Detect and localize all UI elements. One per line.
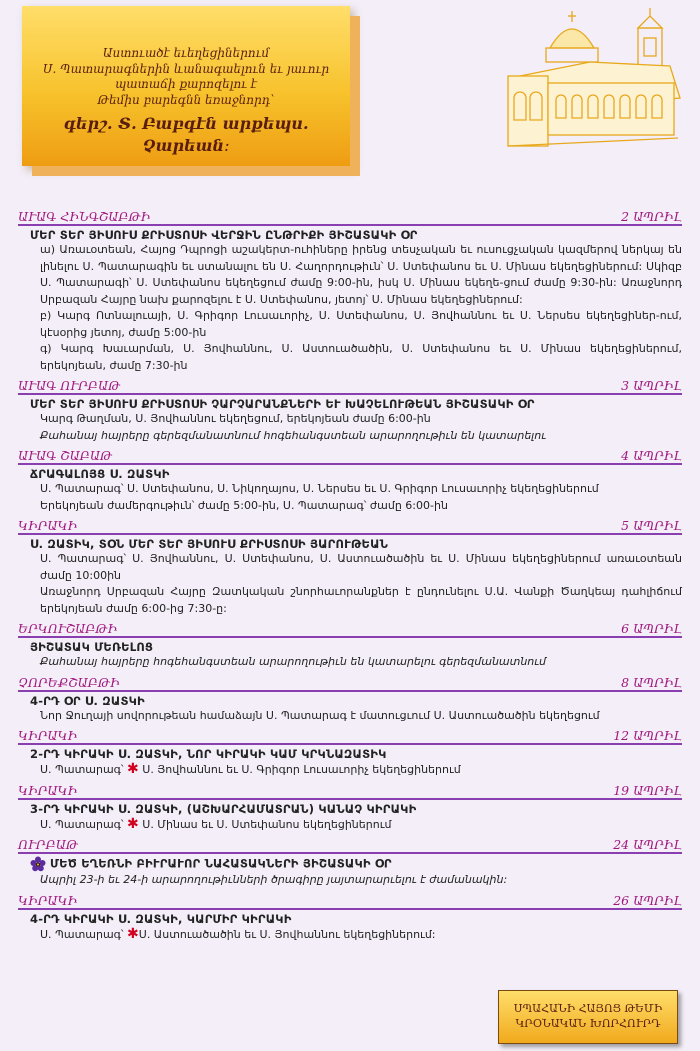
service-line: Ս. Պատարագ՝ Ս. Ստեփանոս, Ս. Նիկողայոս, Ս. Ներսես եւ Ս. Գրիգոր Լուսաւորիչ եկեղեցիներում	[40, 482, 599, 495]
feast-title: 3-ՐԴ ԿԻՐԱԿԻ Ս. ԶԱՏԿԻ, (ԱՇԽԱՐՀԱՄԱՏՐԱՆ) ԿԱՆԱՉ ԿԻՐԱԿԻ	[30, 801, 417, 816]
schedule-section	[18, 517, 682, 617]
section-header	[18, 377, 682, 395]
section-date: 26 ԱՊՐԻԼ	[613, 892, 682, 908]
section-header	[18, 674, 682, 692]
star-icon: ✱	[127, 761, 139, 777]
header-line: պատաճի քարոզելու է	[115, 77, 257, 91]
section-day: ԱՒԱԳ ՇԱԲԱԹ	[18, 448, 113, 463]
section-header	[18, 727, 682, 745]
section-day: ՉՈՐԵՔՇԱԲԹԻ	[18, 674, 120, 690]
feast-title: ՄԵՐ ՏԵՐ ՅԻՍՈՒՍ ՔՐԻՍՏՈՍԻ ՎԵՐՋԻՆ ԸՆԹՐԻՔԻ ՅԻՇԱՏԱԿԻ ՕՐ	[30, 228, 418, 242]
schedule-section	[18, 620, 682, 671]
service-line: Ս. Պատարագ՝ ✱Ս. Աստուածածին եւ Ս. Յովհաննու եկեղեցիներում:	[40, 925, 436, 942]
section-header	[18, 892, 682, 910]
forget-me-not-icon	[30, 856, 46, 872]
footer-signature-box	[498, 990, 678, 1044]
section-day: ԿԻՐԱԿԻ	[18, 892, 78, 908]
feast-title: ՃՐԱԳԱԼՈՅՑ Ս. ԶԱՏԿԻ	[30, 467, 170, 481]
section-day: ԵՐԿՈՒՇԱԲԹԻ	[18, 621, 118, 636]
section-header	[18, 620, 682, 638]
feast-title	[18, 856, 682, 872]
feast-title: 4-ՐԴ ԿԻՐԱԿԻ Ս. ԶԱՏԿԻ, ԿԱՐՄԻՐ ԿԻՐԱԿԻ	[30, 911, 292, 926]
church-illustration-icon	[490, 8, 690, 158]
service-line: բ) Կարգ Ոտնալուայի, Ս. Գրիգոր Լուսաւորիչ, Ս. Ստեփանոս, Ս. Յովհաննու եւ Ս. Ներսես եկեղեցիներ-ում, կէսօրից յետոյ, ժամը 5:00-ին	[40, 309, 682, 339]
section-header	[18, 208, 682, 226]
section-date: 19 ԱՊՐԻԼ	[613, 782, 682, 798]
service-line: Ս. Պատարագ՝ ✱ Ս. Մինաս եւ Ս. Ստեփանոս եկեղեցիներում	[40, 815, 392, 832]
feast-title-text: ՄԵԾ ԵՂԵՌՆԻ ԲԻՒՐԱՒՈՐ ՆԱՀԱՏԱԿՆԵՐԻ ՅԻՇԱՏԱԿԻ ՕՐ	[50, 856, 392, 871]
schedule-section	[18, 208, 682, 374]
section-day: ԿԻՐԱԿԻ	[18, 782, 78, 798]
header-line: Աստուածէ եւեղեցիներում	[102, 46, 270, 60]
header-city: Չարեան։	[142, 136, 230, 155]
section-header	[18, 517, 682, 535]
section-header	[18, 836, 682, 854]
section-header	[18, 782, 682, 800]
service-line: գ) Կարգ Խաւարման, Ս. Յովհաննու, Ս. Աստուածածին, Ս. Ստեփանոս եւ Ս. Մինաս եկեղեցիներում, երեկոյեան, ժամը 7:30-ին	[40, 342, 682, 372]
schedule-section	[18, 377, 682, 444]
service-line: Առաջնորդ Սրբազան Հայրը Զատկական շնորհաւորանքներ է ընդունելու Ս.Ա. Վանքի Ծաղկեայ դահլիճում երեկոյեան ժամը 6:00-ից 7:30-ը:	[40, 585, 682, 615]
service-line: Նոր Ջուղայի սովորութեան համաձայն Ս. Պատարագ է մատուցւում Ս. Աստուածածին եկեղեցում	[40, 708, 600, 722]
feast-title: ՄԵՐ ՏԵՐ ՅԻՍՈՒՍ ՔՐԻՍՏՈՍԻ ՉԱՐՉԱՐԱՆՔՆԵՐԻ ԵՒ ԽԱՉԵԼՈՒԹԵԱՆ ՅԻՇԱՏԱԿԻ ՕՐ	[30, 397, 535, 411]
section-day: ԱՒԱԳ ՈՒՐԲԱԹ	[18, 378, 121, 393]
section-day: ԱՒԱԳ ՀԻՆԳՇԱԲԹԻ	[18, 209, 151, 224]
service-line: Կարգ Թաղման, Ս. Յովհաննու եկեղեցում, երեկոյեան ժամը 6:00-ին	[40, 412, 431, 425]
schedule-section	[18, 674, 682, 725]
star-icon: ✱	[127, 925, 139, 942]
section-date: 24 ԱՊՐԻԼ	[613, 837, 682, 852]
header-box	[22, 6, 350, 166]
schedule-section	[18, 892, 682, 944]
header-author: գերշ. Տ. Բաբգէն արքեպս.	[63, 114, 309, 133]
section-date: 8 ԱՊՐԻԼ	[621, 674, 682, 690]
section-date: 6 ԱՊՐԻԼ	[621, 621, 682, 636]
header-line: Թեմիս բարեգնն եռաջնորդ՝	[97, 92, 275, 107]
footer-line: ԿՐՕՆԱԿԱՆ ԽՈՐՀՈՒՐԴ	[515, 1017, 661, 1030]
schedule-section	[18, 836, 682, 889]
section-date: 3 ԱՊՐԻԼ	[621, 378, 682, 393]
schedule-section	[18, 447, 682, 514]
service-line: Քահանայ հայրերը գերեզմանատնում հոգեհանգստեան արարողութիւն են կատարելու	[40, 428, 547, 442]
service-line: ա) Առաւօտեան, Հայոց Դպրոցի աշակերտ-ուհիները իրենց տեսչական եւ ուսուցչական կազմերով ներկայ են լինելու Ս. Պատարագին եւ ստանալու են Ս. Հաղորդութիւն՝ Ս. Ստեփանոս եւ Ս. Մինաս եկեղեցիներում: Սկիզբ Ս. Պատարագի՝ Ս. Ստեփանոս եկեղեցում ժամը 9:00-ին, իսկ Ս. Մինաս եկեղե-ցում ժամը 9:30-ին: Առաջնորդ Սրբազան Հայրը նախ քարոզելու է Ս. Ստեփանոս, յետոյ՝ Ս. Մինաս եկեղեցիներում:	[40, 243, 682, 306]
section-date: 2 ԱՊՐԻԼ	[621, 209, 682, 224]
service-line: Ապրիլ 23-ի եւ 24-ի արարողութիւնների ծրագիրը յայտարարւելու է ժամանակին:	[40, 873, 508, 886]
service-line: Երեկոյեան ժամերգութիւն՝ ժամը 5:00-ին, Ս. Պատարագ՝ ժամը 6:00-ին	[40, 498, 448, 512]
star-icon: ✱	[127, 815, 139, 832]
service-line: Ս. Պատարագ՝ ✱ Ս. Յովհաննու եւ Ս. Գրիգոր Լուսաւորիչ եկեղեցիներում	[40, 761, 461, 777]
section-header	[18, 447, 682, 465]
section-day: ԿԻՐԱԿԻ	[18, 728, 78, 743]
schedule	[18, 208, 682, 946]
feast-title: Ս. ԶԱՏԻԿ, ՏՕՆ ՄԵՐ ՏԵՐ ՅԻՍՈՒՍ ՔՐԻՍՏՈՍԻ ՅԱՐՈՒԹԵԱՆ	[30, 537, 389, 551]
section-day: ԿԻՐԱԿԻ	[18, 518, 78, 533]
service-line: Քահանայ հայրերը հոգեհանգստեան արարողութիւն են կատարելու գերեզմանատնում	[40, 655, 547, 668]
section-date: 5 ԱՊՐԻԼ	[621, 518, 682, 533]
footer-line: ՍՊԱՀԱՆԻ ՀԱՅՈՑ ԹԵՄԻ	[513, 1002, 663, 1015]
feast-title: 2-ՐԴ ԿԻՐԱԿԻ Ս. ԶԱՏԿԻ, ՆՈՐ ԿԻՐԱԿԻ ԿԱՄ ԿՐԿՆԱԶԱՏԻԿ	[30, 747, 387, 761]
section-day: ՈՒՐԲԱԹ	[18, 837, 78, 852]
section-date: 12 ԱՊՐԻԼ	[613, 728, 682, 743]
schedule-section	[18, 782, 682, 834]
feast-title: ՅԻՇԱՏԱԿ ՄԵՌԵԼՈՑ	[30, 640, 154, 654]
header-line: Ս. Պատարագներին ևանագաելուն եւ յաւուր	[42, 61, 330, 76]
section-date: 4 ԱՊՐԻԼ	[621, 448, 682, 463]
feast-title: 4-ՐԴ ՕՐ Ս. ԶԱՏԿԻ	[30, 693, 145, 708]
schedule-section	[18, 727, 682, 779]
service-line: Ս. Պատարագ՝ Ս. Յովհաննու, Ս. Ստեփանոս, Ս. Աստուածածին եւ Ս. Մինաս եկեղեցիներում առաւօտեան ժամը 10:00ին	[40, 552, 682, 582]
